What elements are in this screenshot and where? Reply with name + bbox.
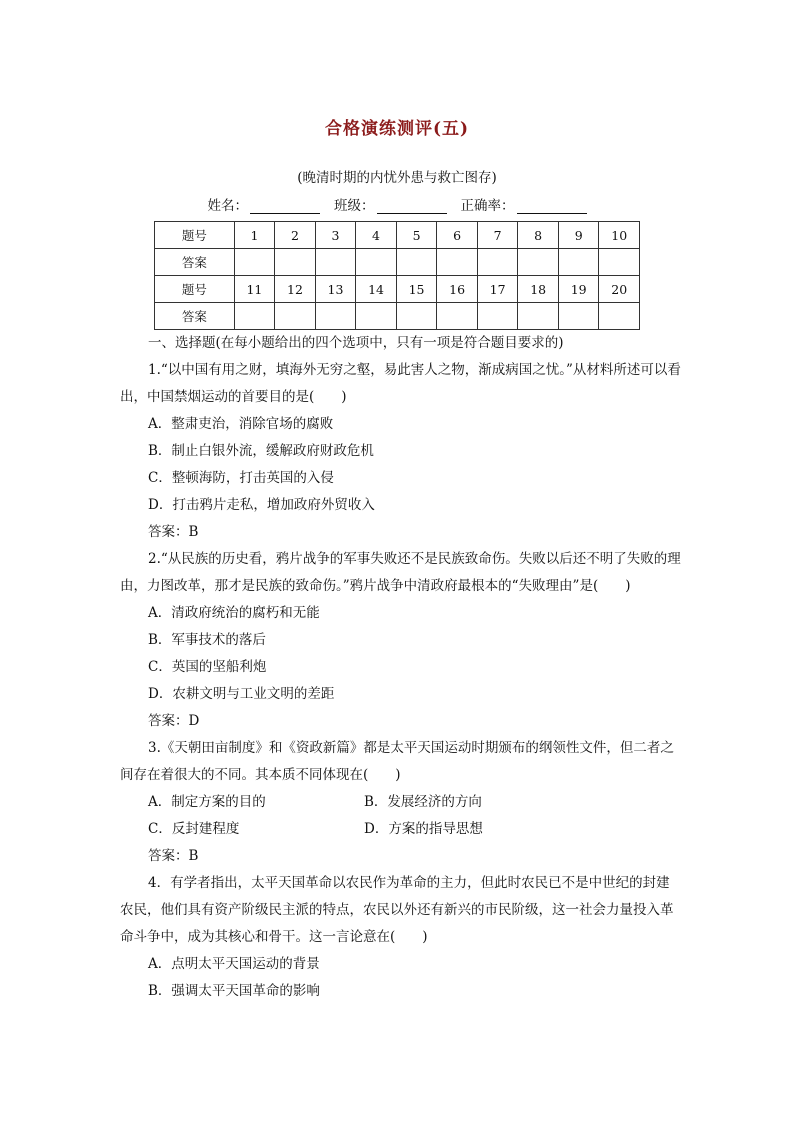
question-number: 16 — [437, 276, 478, 303]
accuracy-blank — [517, 199, 587, 214]
answer-key: 答案：B — [148, 848, 199, 864]
question-number: 19 — [558, 276, 599, 303]
answer-row-2 — [155, 303, 640, 330]
option-a: A．清政府统治的腐朽和无能 — [148, 605, 320, 621]
option-c: C．整顿海防，打击英国的入侵 — [148, 470, 334, 486]
name-field — [208, 194, 321, 214]
question-stem: 3.《天朝田亩制度》和《资政新篇》都是太平天国运动时期颁布的纲领性文件，但二者之间存在着很大的不同。其本质不同体现在( ) — [120, 740, 674, 783]
question-number: 4 — [356, 222, 397, 249]
option-d: D．方案的指导思想 — [364, 821, 483, 837]
name-label: 姓名： — [207, 198, 248, 214]
answer-cell[interactable] — [315, 303, 356, 330]
option-row — [120, 789, 682, 816]
answer-cell[interactable] — [356, 303, 397, 330]
answer-key: 答案：B — [148, 524, 199, 540]
answer-table — [154, 221, 640, 330]
answer-cell[interactable] — [315, 249, 356, 276]
accuracy-label: 正确率： — [460, 198, 515, 214]
answer-key: 答案：D — [148, 713, 200, 729]
question-number: 20 — [599, 276, 640, 303]
row-label: 题号 — [155, 222, 235, 249]
option-b: B．发展经济的方向 — [364, 794, 482, 810]
question-section — [120, 330, 682, 1005]
option-d: D．打击鸦片走私，增加政府外贸收入 — [148, 497, 375, 513]
option-b: B．军事技术的落后 — [148, 632, 266, 648]
question-stem: 1.“以中国有用之财，填海外无穷之壑，易此害人之物，渐成病国之忧。”从材料所述可以看出，中国禁烟运动的首要目的是( ) — [120, 362, 681, 405]
question-number: 2 — [275, 222, 316, 249]
question-number: 10 — [599, 222, 640, 249]
page-title: 合格演练测评(五) — [324, 119, 470, 139]
number-row-1 — [155, 222, 640, 249]
question-number: 12 — [275, 276, 316, 303]
answer-cell[interactable] — [275, 249, 316, 276]
class-blank — [377, 199, 447, 214]
option-b: B．强调太平天国革命的影响 — [148, 983, 320, 999]
answer-cell[interactable] — [437, 303, 478, 330]
question-number: 6 — [437, 222, 478, 249]
question-number: 15 — [396, 276, 437, 303]
option-d: D．农耕文明与工业文明的差距 — [148, 686, 335, 702]
option-c: C．英国的坚船利炮 — [148, 659, 267, 675]
question-number: 18 — [518, 276, 559, 303]
answer-cell[interactable] — [477, 249, 518, 276]
answer-cell[interactable] — [396, 249, 437, 276]
student-info-line — [0, 194, 794, 214]
class-label: 班级： — [334, 198, 375, 214]
answer-cell[interactable] — [599, 303, 640, 330]
option-a: A．点明太平天国运动的背景 — [148, 956, 320, 972]
option-a: A．制定方案的目的 — [148, 794, 266, 810]
question-number: 17 — [477, 276, 518, 303]
answer-row-1 — [155, 249, 640, 276]
question-stem: 2.“从民族的历史看，鸦片战争的军事失败还不是民族致命伤。失败以后还不明了失败的理由，力图改革，那才是民族的致命伤。”鸦片战争中清政府最根本的“失败理由”是( ) — [120, 551, 681, 594]
question-stem: 4．有学者指出，太平天国革命以农民作为革命的主力，但此时农民已不是中世纪的封建农民，他们具有资产阶级民主派的特点，农民以外还有新兴的市民阶级，这一社会力量投入革命斗争中，成为其核心和骨干。这一言论意在( ) — [120, 875, 674, 945]
row-label: 答案 — [155, 249, 235, 276]
question-number: 13 — [315, 276, 356, 303]
question-number: 7 — [477, 222, 518, 249]
row-label: 题号 — [155, 276, 235, 303]
answer-cell[interactable] — [356, 249, 397, 276]
answer-cell[interactable] — [437, 249, 478, 276]
question-number: 11 — [234, 276, 275, 303]
accuracy-field — [461, 194, 587, 214]
answer-cell[interactable] — [234, 249, 275, 276]
question-number: 5 — [396, 222, 437, 249]
answer-cell[interactable] — [558, 249, 599, 276]
answer-cell[interactable] — [518, 249, 559, 276]
answer-cell[interactable] — [518, 303, 559, 330]
question-number: 9 — [558, 222, 599, 249]
option-a: A．整肃吏治，消除官场的腐败 — [148, 416, 334, 432]
number-row-2 — [155, 276, 640, 303]
answer-cell[interactable] — [599, 249, 640, 276]
option-b: B．制止白银外流，缓解政府财政危机 — [148, 443, 374, 459]
name-blank — [250, 199, 320, 214]
row-label: 答案 — [155, 303, 235, 330]
page-subtitle: (晚清时期的内忧外患与救亡图存) — [297, 170, 497, 186]
answer-cell[interactable] — [234, 303, 275, 330]
question-number: 1 — [234, 222, 275, 249]
answer-cell[interactable] — [558, 303, 599, 330]
question-number: 8 — [518, 222, 559, 249]
class-field — [334, 194, 447, 214]
answer-cell[interactable] — [396, 303, 437, 330]
answer-cell[interactable] — [275, 303, 316, 330]
option-row — [120, 816, 682, 843]
section-heading: 一、选择题(在每小题给出的四个选项中，只有一项是符合题目要求的) — [148, 335, 564, 351]
question-number: 14 — [356, 276, 397, 303]
answer-cell[interactable] — [477, 303, 518, 330]
question-number: 3 — [315, 222, 356, 249]
option-c: C．反封建程度 — [148, 821, 240, 837]
